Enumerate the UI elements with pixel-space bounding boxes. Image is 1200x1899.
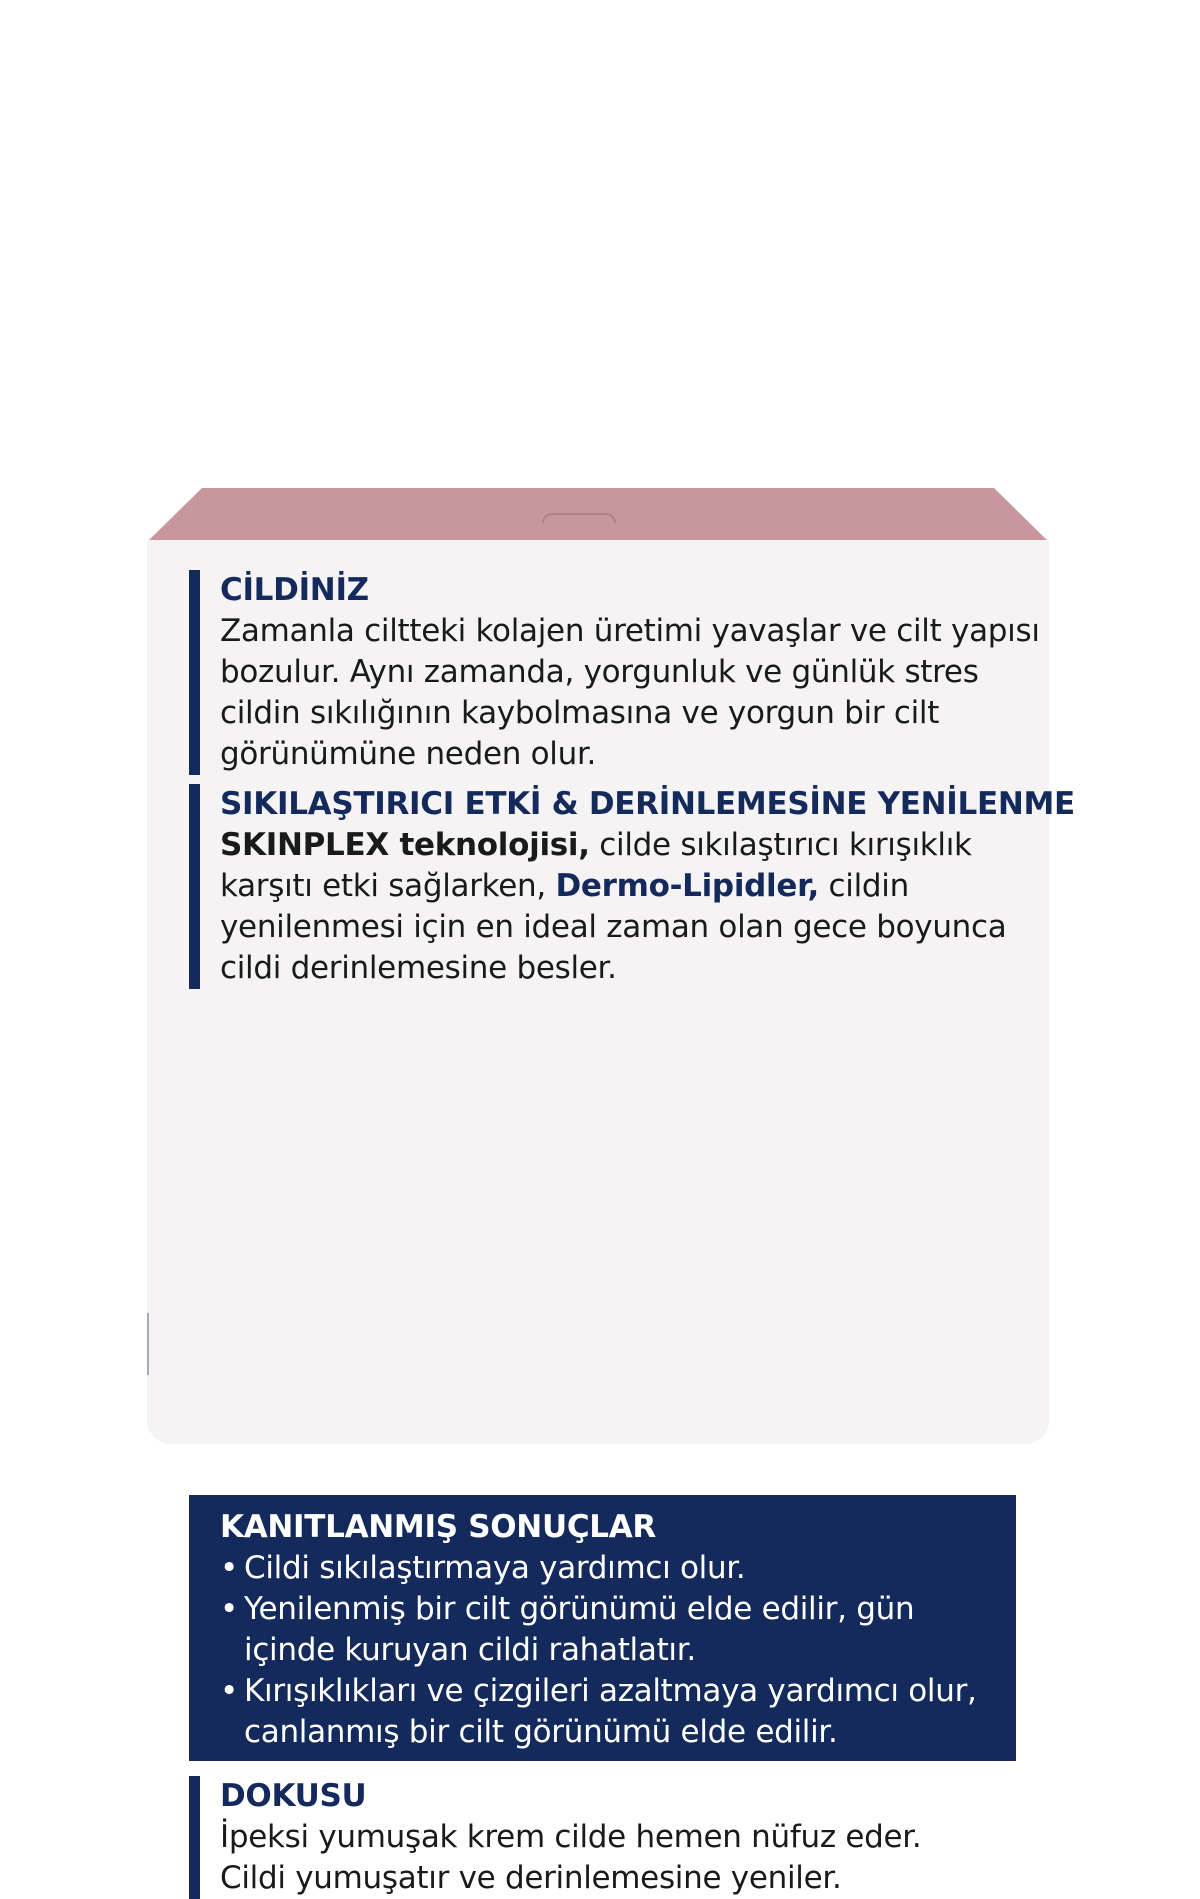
section-effect-text: cilde sıkılaştırıcı kırışıklık [589,827,972,863]
section-results-title: KANITLANMIŞ SONUÇLAR [220,1509,656,1545]
section-texture-line: Cildi yumuşatır ve derinlemesine yeniler. [220,1860,842,1896]
box-lid [147,488,1049,542]
section-effect-title: SIKILAŞTIRICI ETKİ & DERİNLEMESİNE YENİLENME [220,786,1075,822]
section-skin-line: bozulur. Aynı zamanda, yorgunluk ve günlük stres [220,654,979,690]
skinplex-highlight: SKINPLEX teknolojisi, [220,827,590,863]
results-item-text: Cildi sıkılaştırmaya yardımcı olur. [244,1550,746,1586]
section-effect-text: cildin [819,868,909,904]
results-item-text: içinde kuruyan cildi rahatlatır. [244,1632,696,1668]
bullet-icon: • [220,1673,238,1709]
lid-emboss-mark [542,513,616,523]
section-effect-line: yenilenmesi için en ideal zaman olan gece boyunca [220,909,1007,945]
section-skin-line: cildin sıkılığının kaybolmasına ve yorgun bir cilt [220,695,940,731]
section-effect-text: karşıtı etki sağlarken, [220,868,556,904]
results-list-item [220,1589,1016,1671]
section-texture [189,1776,921,1899]
section-effect [189,784,1075,989]
section-texture-title: DOKUSU [220,1778,367,1814]
bullet-icon: • [220,1591,238,1627]
section-effect-line: cildi derinlemesine besler. [220,950,617,986]
results-item-text: canlanmış bir cilt görünümü elde edilir. [244,1714,838,1750]
section-skin-line: görünümüne neden olur. [220,736,597,772]
bullet-icon: • [220,1550,238,1586]
section-effect-line [220,866,1075,907]
dermo-lipids-highlight: Dermo-Lipidler, [555,868,819,904]
results-list-item [220,1671,1016,1753]
box-edge-mark [147,1313,149,1375]
product-box [147,488,1075,1896]
section-effect-line [220,825,1075,866]
section-results [189,1495,1016,1761]
section-skin-title: CİLDİNİZ [220,572,369,608]
section-skin-line: Zamanla ciltteki kolajen üretimi yavaşlar ve cilt yapısı [220,613,1040,649]
results-item-text: Yenilenmiş bir cilt görünümü elde edilir, gün [244,1591,915,1627]
section-skin [189,570,1040,775]
results-item-text: Kırışıklıkları ve çizgileri azaltmaya yardımcı olur, [244,1673,977,1709]
section-texture-line: İpeksi yumuşak krem cilde hemen nüfuz eder. [220,1819,922,1855]
results-list-item [220,1548,1016,1589]
